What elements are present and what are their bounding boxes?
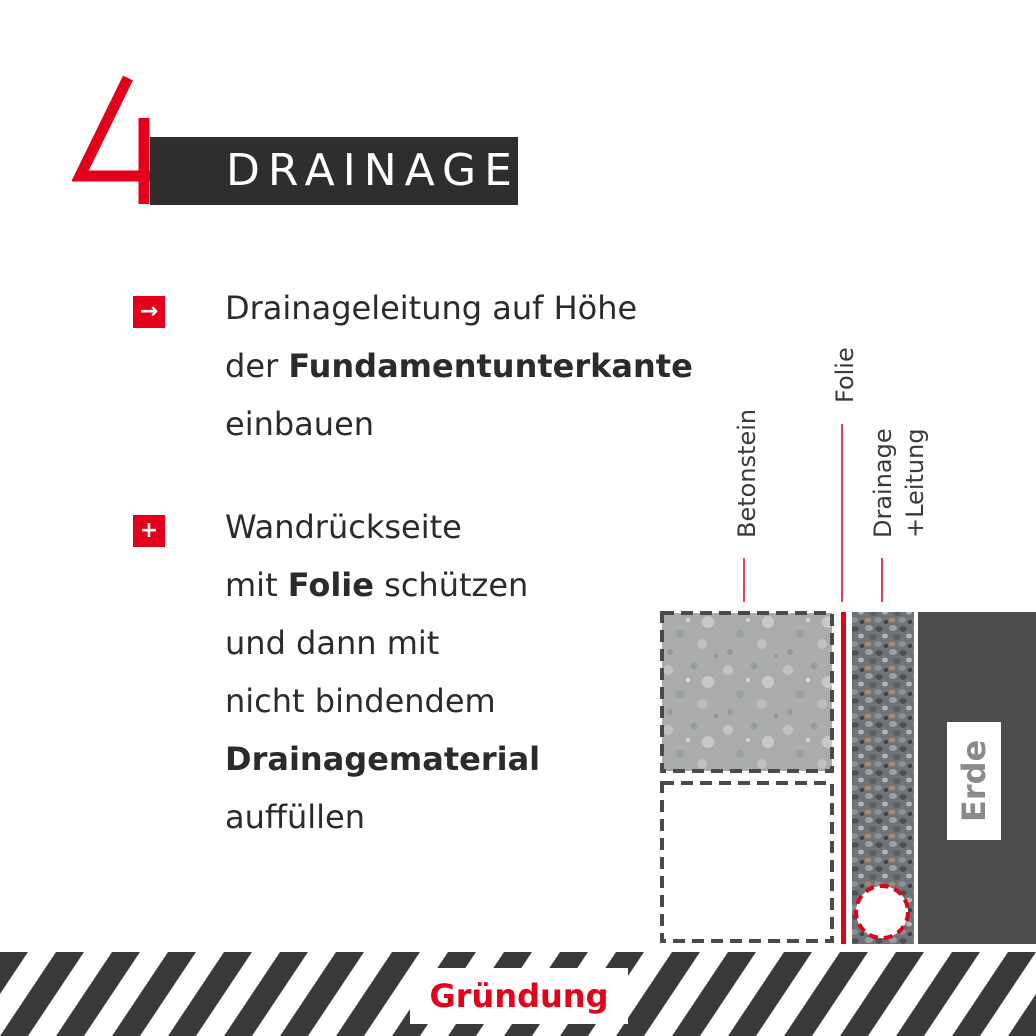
- concrete-block: [662, 613, 832, 771]
- text-line: Drainagematerial: [225, 740, 541, 778]
- text-line: der Fundamentunterkante: [225, 347, 693, 385]
- label-folie: Folie: [831, 347, 859, 403]
- label-leitung: +Leitung: [901, 428, 929, 538]
- footer-label: Gründung: [429, 977, 609, 1015]
- text-line: Wandrückseite: [225, 508, 462, 546]
- text-line: auffüllen: [225, 798, 365, 836]
- label-betonstein: Betonstein: [733, 408, 761, 538]
- text-line: Drainageleitung auf Höhe: [225, 289, 638, 327]
- label-drainage: Drainage: [869, 428, 897, 538]
- earth-label: Erde: [955, 739, 993, 822]
- foil-layer: [841, 612, 846, 944]
- empty-block-outline: [662, 783, 832, 941]
- text-line: nicht bindendem: [225, 682, 496, 720]
- plus-icon: +: [133, 515, 165, 547]
- text-line: mit Folie schützen: [225, 566, 529, 604]
- page-title: DRAINAGE: [226, 145, 520, 196]
- text-line: und dann mit: [225, 624, 440, 662]
- arrow-right-icon: →: [133, 296, 165, 328]
- text-line: einbauen: [225, 405, 375, 443]
- drainage-pipe-circle: [856, 886, 908, 938]
